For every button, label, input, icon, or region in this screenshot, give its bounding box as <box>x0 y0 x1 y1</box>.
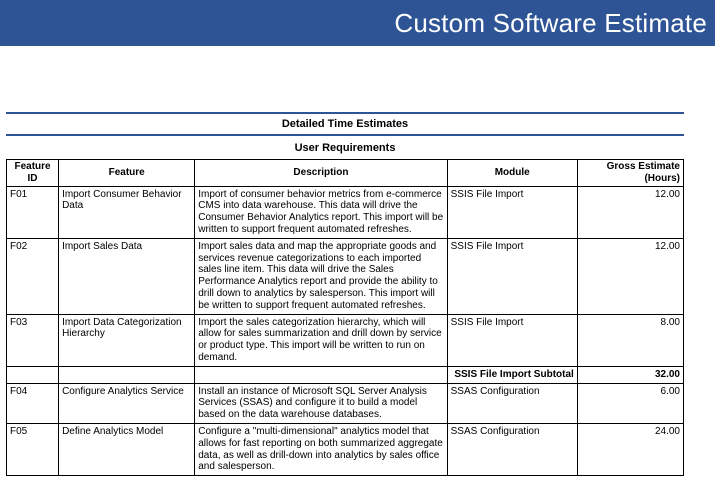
cell-feature: Define Analytics Model <box>59 423 195 475</box>
section-title: Detailed Time Estimates <box>6 112 684 136</box>
cell-blank <box>59 366 195 383</box>
cell-feature-id: F02 <box>7 238 59 314</box>
cell-feature-id: F01 <box>7 186 59 238</box>
cell-feature-id: F04 <box>7 383 59 423</box>
cell-hours: 6.00 <box>577 383 683 423</box>
cell-feature: Import Data Categorization Hierarchy <box>59 314 195 366</box>
cell-module: SSIS File Import <box>447 314 577 366</box>
column-header-feature: Feature <box>59 160 195 187</box>
cell-feature: Configure Analytics Service <box>59 383 195 423</box>
cell-feature: Import Consumer Behavior Data <box>59 186 195 238</box>
cell-feature: Import Sales Data <box>59 238 195 314</box>
subsection-title: User Requirements <box>6 136 684 159</box>
cell-hours: 12.00 <box>577 238 683 314</box>
document-title: Custom Software Estimate <box>394 8 707 38</box>
cell-blank <box>7 366 59 383</box>
cell-subtotal-hours: 32.00 <box>577 366 683 383</box>
cell-description: Configure a "multi-dimensional" analytics model that allows for fast reporting on both summarized aggregate data, as well as drill-down into analytics by sales office and salesperson. <box>195 423 447 475</box>
cell-hours: 12.00 <box>577 186 683 238</box>
cell-description: Import of consumer behavior metrics from e-commerce CMS into data warehouse. This data will drive the Consumer Behavior Analytics report. This import will be written to support frequent automated refreshes. <box>195 186 447 238</box>
document-banner <box>0 0 715 46</box>
table-row <box>7 186 684 238</box>
table-row <box>7 383 684 423</box>
table-row <box>7 423 684 475</box>
table-header-row <box>7 160 684 187</box>
cell-feature-id: F05 <box>7 423 59 475</box>
column-header-hours: Gross Estimate (Hours) <box>577 160 683 187</box>
cell-module: SSIS File Import <box>447 186 577 238</box>
cell-module: SSIS File Import <box>447 238 577 314</box>
cell-module: SSAS Configuration <box>447 423 577 475</box>
cell-subtotal-label: SSIS File Import Subtotal <box>447 366 577 383</box>
cell-feature-id: F03 <box>7 314 59 366</box>
column-header-feature-id: Feature ID <box>7 160 59 187</box>
cell-hours: 24.00 <box>577 423 683 475</box>
cell-blank <box>195 366 447 383</box>
cell-description: Import sales data and map the appropriate goods and services revenue categorizations to each imported sales line item. This data will drive the Sales Performance Analytics report and provide the ability to drill down to analytics by salesperson. This import will be written to support frequent automated refreshes. <box>195 238 447 314</box>
table-subtotal-row <box>7 366 684 383</box>
estimates-table <box>6 159 684 476</box>
cell-module: SSAS Configuration <box>447 383 577 423</box>
table-row <box>7 238 684 314</box>
table-row <box>7 314 684 366</box>
cell-description: Install an instance of Microsoft SQL Server Analysis Services (SSAS) and configure it to build a model based on the data warehouse databases. <box>195 383 447 423</box>
column-header-description: Description <box>195 160 447 187</box>
cell-description: Import the sales categorization hierarchy, which will allow for sales summarization and drill down by service or product type. This import will be written to run on demand. <box>195 314 447 366</box>
estimates-section <box>6 112 684 476</box>
cell-hours: 8.00 <box>577 314 683 366</box>
column-header-module: Module <box>447 160 577 187</box>
